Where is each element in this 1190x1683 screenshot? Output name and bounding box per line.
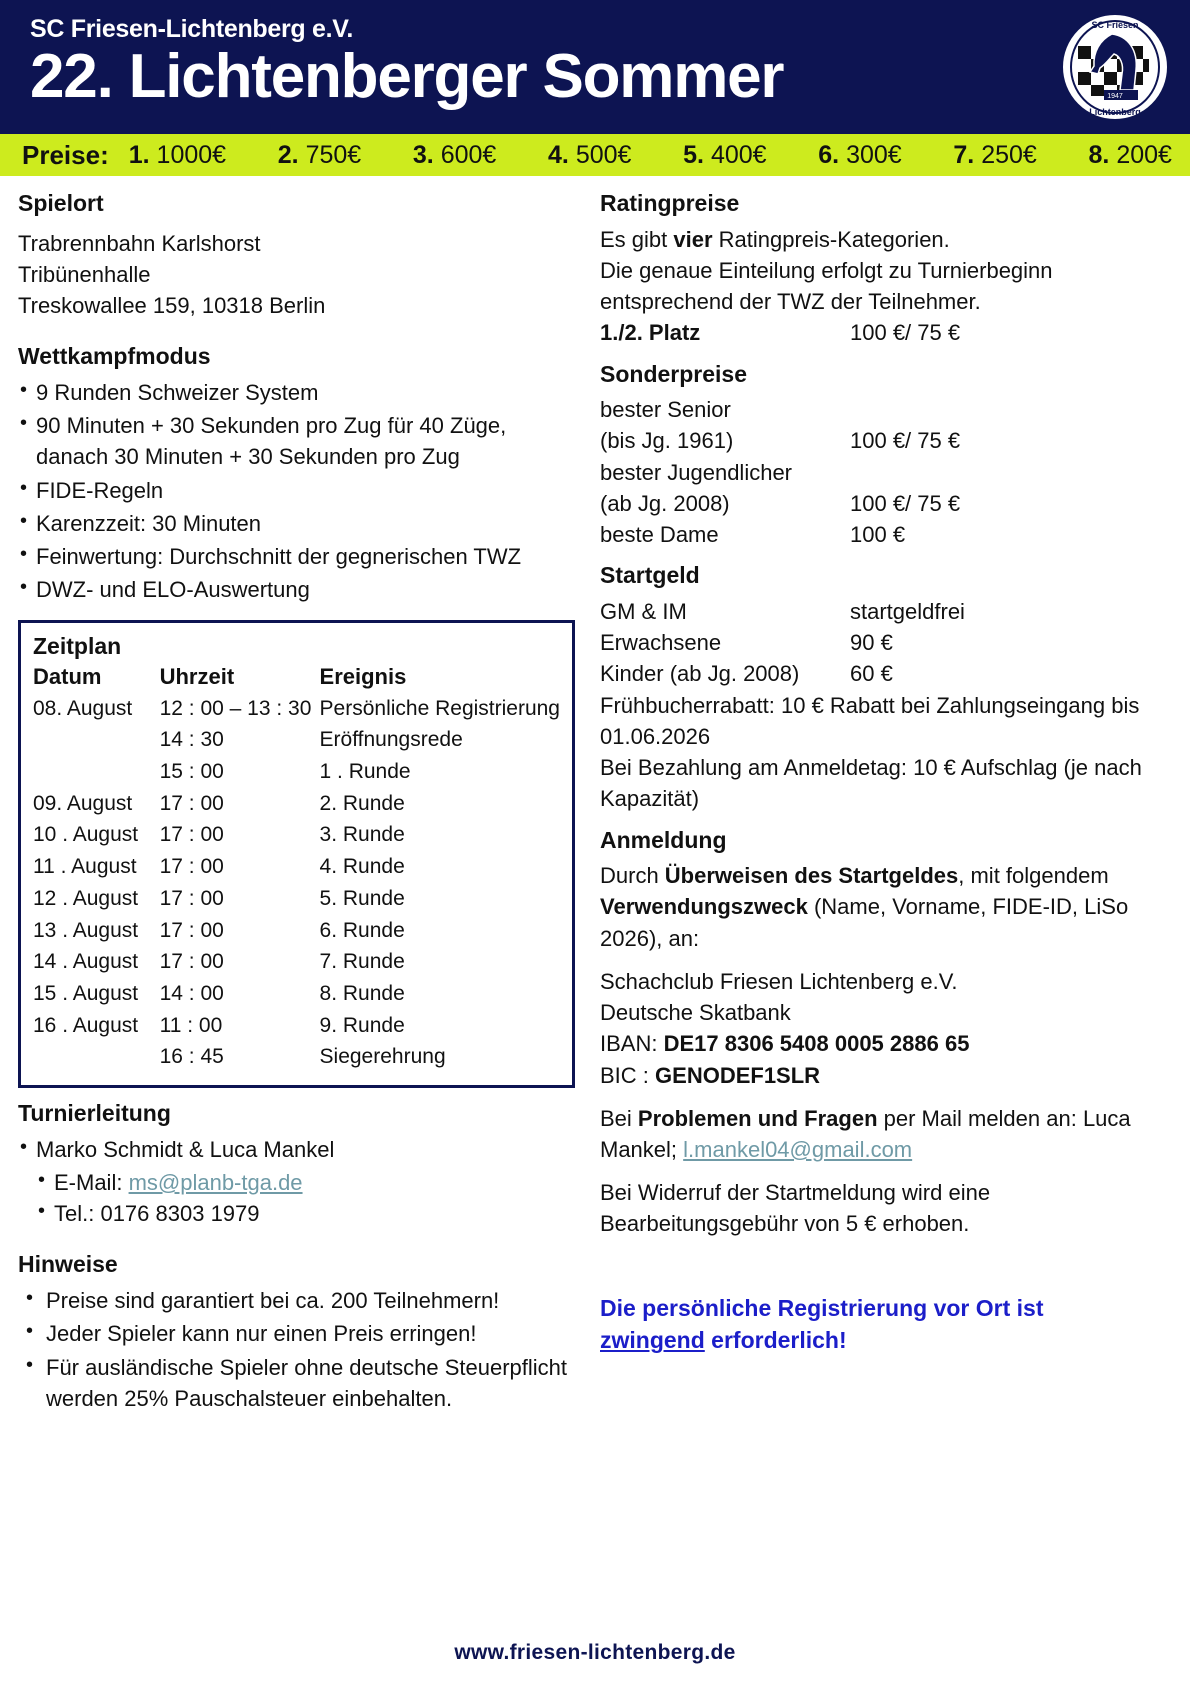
late-fee-note: Bei Bezahlung am Anmeldetag: 10 € Aufschlag (je nach Kapazität) <box>600 755 1142 812</box>
cell-event: 8. Runde <box>319 982 405 1005</box>
table-row <box>33 693 560 725</box>
notice-underlined: zwingend <box>600 1327 705 1354</box>
cell-date <box>33 756 160 788</box>
cell-date: 16 . August <box>33 1013 139 1037</box>
list-item: • 90 Minuten + 30 Sekunden pro Zug für 40 Züge, danach 30 Minuten + 30 Sekunden pro Zug <box>18 410 580 472</box>
prize-amount: 200€ <box>1116 140 1172 169</box>
cell-date: 12 . August <box>33 886 139 910</box>
list-item: • FIDE-Regeln <box>18 475 580 506</box>
row-value: 100 €/ 75 € <box>850 428 961 454</box>
spacer <box>600 1165 1178 1177</box>
cell-date <box>33 724 160 756</box>
spacer <box>600 1240 1178 1270</box>
venue-heading: Spielort <box>18 190 104 216</box>
column-header-event: Ereignis <box>319 663 407 689</box>
entry-fee-row <box>600 658 1178 689</box>
table-row <box>33 1010 560 1042</box>
cell-time: 17 : 00 <box>159 918 224 942</box>
cell-time: 11 : 00 <box>159 1013 223 1037</box>
rating-prizes-info: Die genaue Einteilung erfolgt zu Turnierbeginn entsprechend der TWZ der Teilnehmer. <box>600 257 1053 315</box>
cell-date: 10 . August <box>33 823 139 847</box>
prize-bar <box>0 134 1190 176</box>
entry-fee-heading: Startgeld <box>600 562 700 589</box>
page-header <box>0 0 1190 134</box>
footer-website[interactable]: www.friesen-lichtenberg.de <box>454 1641 736 1664</box>
venue-line: Trabrennbahn Karlshorst <box>18 230 261 256</box>
schedule-table <box>33 664 560 1074</box>
special-prize-row <box>600 394 1178 425</box>
mode-heading: Wettkampfmodus <box>18 343 211 370</box>
row-value: 100 € <box>850 522 906 548</box>
list-item-email <box>36 1167 580 1198</box>
prize-item <box>129 141 226 170</box>
email-label: E-Mail: <box>54 1169 129 1195</box>
entry-fee-row <box>600 596 1178 627</box>
notes-list <box>18 1285 580 1414</box>
spacer <box>18 321 580 343</box>
iban-row <box>600 1028 1178 1059</box>
prize-rank: 3. <box>412 140 434 169</box>
prize-item <box>278 141 361 170</box>
bank-institute: Deutsche Skatbank <box>600 1000 791 1026</box>
row-label: 1./2. Platz <box>600 320 701 346</box>
registration-intro <box>600 860 1178 954</box>
prize-bar-label: Preise: <box>22 139 109 170</box>
withdrawal-note: Bei Widerruf der Startmeldung wird eine Bearbeitungsgebühr von 5 € erhoben. <box>600 1180 991 1237</box>
text-pre: Bei <box>600 1105 638 1131</box>
club-name: SC Friesen-Lichtenberg e.V. <box>30 15 354 43</box>
cell-time: 16 : 45 <box>159 1045 224 1069</box>
cell-time: 14 : 00 <box>159 982 224 1005</box>
iban-label: IBAN: <box>600 1031 658 1057</box>
cell-event: 7. Runde <box>319 950 405 974</box>
management-email-link[interactable]: ms@planb-tga.de <box>128 1169 303 1195</box>
registration-notice <box>600 1292 1178 1357</box>
special-prizes-heading: Sonderpreise <box>600 360 747 387</box>
list-item: • Jeder Spieler kann nur einen Preis erringen! <box>18 1318 580 1349</box>
early-bird-note: Frühbucherrabatt: 10 € Rabatt bei Zahlungseingang bis 01.06.2026 <box>600 692 1140 749</box>
row-label: GM & IM <box>600 598 687 624</box>
row-label: bester Senior <box>600 397 731 423</box>
mode-list <box>18 377 580 606</box>
list-item: • Feinwertung: Durchschnitt der gegnerischen TWZ <box>18 541 580 572</box>
spacer <box>18 1088 580 1100</box>
prize-item <box>683 141 766 170</box>
support-email-link[interactable]: l.mankel04@gmail.com <box>683 1137 913 1162</box>
text-pre: Es gibt <box>600 226 674 252</box>
table-row <box>33 978 560 1010</box>
entry-fee-row <box>600 627 1178 658</box>
spacer <box>600 815 1178 827</box>
prize-rank: 4. <box>548 140 569 169</box>
prize-rank: 7. <box>953 140 975 169</box>
registration-heading: Anmeldung <box>600 826 727 853</box>
cell-date: 13 . August <box>33 918 139 942</box>
club-logo <box>1060 12 1170 122</box>
text-post: Ratingpreis-Kategorien. <box>712 226 950 252</box>
cell-event: 9. Runde <box>319 1013 405 1037</box>
cell-time: 17 : 00 <box>159 950 224 974</box>
prize-amount: 400€ <box>710 140 767 169</box>
notes-heading: Hinweise <box>18 1251 118 1278</box>
table-row <box>33 915 560 947</box>
rating-prizes-heading: Ratingpreise <box>600 190 740 216</box>
cell-event: 3. Runde <box>319 823 405 847</box>
row-value: 100 €/ 75 € <box>850 320 961 346</box>
row-label: bester Jugendlicher <box>600 459 793 485</box>
cell-date: 09. August <box>33 791 133 815</box>
list-item: • Karenzzeit: 30 Minuten <box>18 508 580 539</box>
text-bold: Überweisen des Startgeldes <box>664 863 959 889</box>
prize-amount: 300€ <box>846 140 902 169</box>
list-item: • Marko Schmidt & Luca Mankel <box>18 1134 580 1165</box>
prize-item <box>413 141 496 170</box>
page-title: 22. Lichtenberger Sommer <box>30 41 784 111</box>
text-post: (Name, Vorname, FIDE-ID, LiSo 2026), an: <box>600 894 1129 951</box>
prize-rank: 6. <box>818 140 840 169</box>
cell-event: 5. Runde <box>319 886 405 910</box>
notice-line-1: Die persönliche Registrierung vor Ort ist <box>600 1294 1044 1321</box>
left-column <box>0 176 590 1416</box>
rating-prizes-row <box>600 317 1178 348</box>
spacer <box>600 550 1178 562</box>
prize-amount: 750€ <box>305 140 362 169</box>
text-post: per Mail melden an: Luca Mankel; <box>600 1105 1131 1162</box>
spacer <box>600 349 1178 361</box>
text-mid: , mit folgendem <box>958 863 1109 889</box>
prize-rank: 1. <box>128 140 150 169</box>
cell-date: 08. August <box>33 696 133 720</box>
cell-event: 6. Runde <box>319 918 405 942</box>
cell-date: 14 . August <box>33 950 139 974</box>
row-value: 90 € <box>850 630 893 656</box>
special-prize-row <box>600 425 1178 456</box>
prize-rank: 8. <box>1088 140 1110 169</box>
cell-date: 11 . August <box>33 855 137 879</box>
rating-prizes-categories <box>600 224 1178 255</box>
cell-time: 17 : 00 <box>159 823 224 847</box>
table-row <box>33 1041 560 1073</box>
notice-line-2: erforderlich! <box>704 1327 847 1354</box>
management-contact-list <box>18 1167 580 1229</box>
cell-event: 2. Runde <box>319 791 405 815</box>
spacer <box>600 954 1178 966</box>
special-prize-row <box>600 519 1178 550</box>
prize-list <box>129 141 1172 170</box>
logo-top-text: SC Friesen <box>1091 20 1139 30</box>
table-header-row <box>33 664 560 693</box>
row-label: (ab Jg. 2008) <box>600 490 730 516</box>
text-pre: Durch <box>600 863 665 889</box>
logo-bottom-text: Lichtenberg <box>1089 107 1141 117</box>
cell-event: 1 . Runde <box>319 759 411 783</box>
list-item: • 9 Runden Schweizer System <box>18 377 580 408</box>
prize-item <box>818 141 901 170</box>
special-prize-row <box>600 488 1178 519</box>
list-item-phone: • Tel.: 0176 8303 1979 <box>36 1198 580 1229</box>
cell-event: Eröffnungsrede <box>319 728 463 752</box>
cell-date: 15 . August <box>33 982 139 1005</box>
schedule-heading: Zeitplan <box>33 632 122 659</box>
content-columns <box>0 176 1190 1416</box>
bic-row <box>600 1060 1178 1091</box>
table-row <box>33 724 560 756</box>
bank-account-name: Schachclub Friesen Lichtenberg e.V. <box>600 968 958 994</box>
text-bold: vier <box>673 226 713 252</box>
text-bold: Problemen und Fragen <box>637 1105 878 1131</box>
bic-label: BIC : <box>600 1062 649 1088</box>
prize-item <box>1089 141 1172 170</box>
row-label: (bis Jg. 1961) <box>600 428 734 454</box>
spacer <box>600 1270 1178 1292</box>
column-header-date: Datum <box>33 663 102 689</box>
support-contact <box>600 1103 1178 1165</box>
list-item: • Für ausländische Spieler ohne deutsche Steuerpflicht werden 25% Pauschalsteuer einbehalten. <box>18 1352 580 1414</box>
prize-item <box>548 141 631 170</box>
table-row <box>33 883 560 915</box>
cell-event: Siegerehrung <box>319 1045 446 1069</box>
prize-item <box>953 141 1036 170</box>
cell-date <box>33 1041 160 1073</box>
table-row <box>33 946 560 978</box>
cell-time: 17 : 00 <box>159 855 224 879</box>
prize-rank: 5. <box>683 140 704 169</box>
table-row <box>33 851 560 883</box>
cell-time: 17 : 00 <box>159 791 224 815</box>
list-item: • DWZ- und ELO-Auswertung <box>18 574 580 605</box>
venue-line: Treskowallee 159, 10318 Berlin <box>18 293 326 319</box>
column-header-time: Uhrzeit <box>159 663 235 689</box>
cell-event: 4. Runde <box>319 855 405 879</box>
special-prize-row <box>600 457 1178 488</box>
row-value <box>850 457 1178 488</box>
row-label: Kinder (ab Jg. 2008) <box>600 661 800 687</box>
prize-amount: 600€ <box>440 140 497 169</box>
cell-event: Persönliche Registrierung <box>319 696 560 720</box>
row-value: 100 €/ 75 € <box>850 490 961 516</box>
prize-amount: 250€ <box>981 140 1037 169</box>
cell-time: 12 : 00 – 13 : 30 <box>159 696 312 720</box>
table-row <box>33 756 560 788</box>
cell-time: 14 : 30 <box>159 728 224 752</box>
management-list <box>18 1134 580 1165</box>
row-value: startgeldfrei <box>850 598 965 624</box>
prize-rank: 2. <box>277 140 299 169</box>
cell-time: 15 : 00 <box>159 759 224 783</box>
row-label: Erwachsene <box>600 630 722 656</box>
table-row <box>33 788 560 820</box>
row-value: 60 € <box>850 661 893 687</box>
logo-year: 1947 <box>1107 93 1123 100</box>
table-row <box>33 819 560 851</box>
spacer <box>600 1091 1178 1103</box>
cell-time: 17 : 00 <box>159 886 224 910</box>
spacer <box>18 1229 580 1251</box>
prize-amount: 500€ <box>575 140 632 169</box>
row-label: beste Dame <box>600 522 719 548</box>
row-value <box>850 394 1178 425</box>
text-bold: Verwendungszweck <box>600 894 808 920</box>
list-item: • Preise sind garantiert bei ca. 200 Teilnehmern! <box>18 1285 580 1316</box>
schedule-box <box>18 620 575 1089</box>
management-heading: Turnierleitung <box>18 1100 171 1127</box>
iban-value: DE17 8306 5408 0005 2886 65 <box>663 1031 970 1057</box>
right-column <box>590 176 1190 1416</box>
prize-amount: 1000€ <box>156 140 227 169</box>
venue-line: Tribünenhalle <box>18 261 151 287</box>
bic-value: GENODEF1SLR <box>655 1062 821 1088</box>
